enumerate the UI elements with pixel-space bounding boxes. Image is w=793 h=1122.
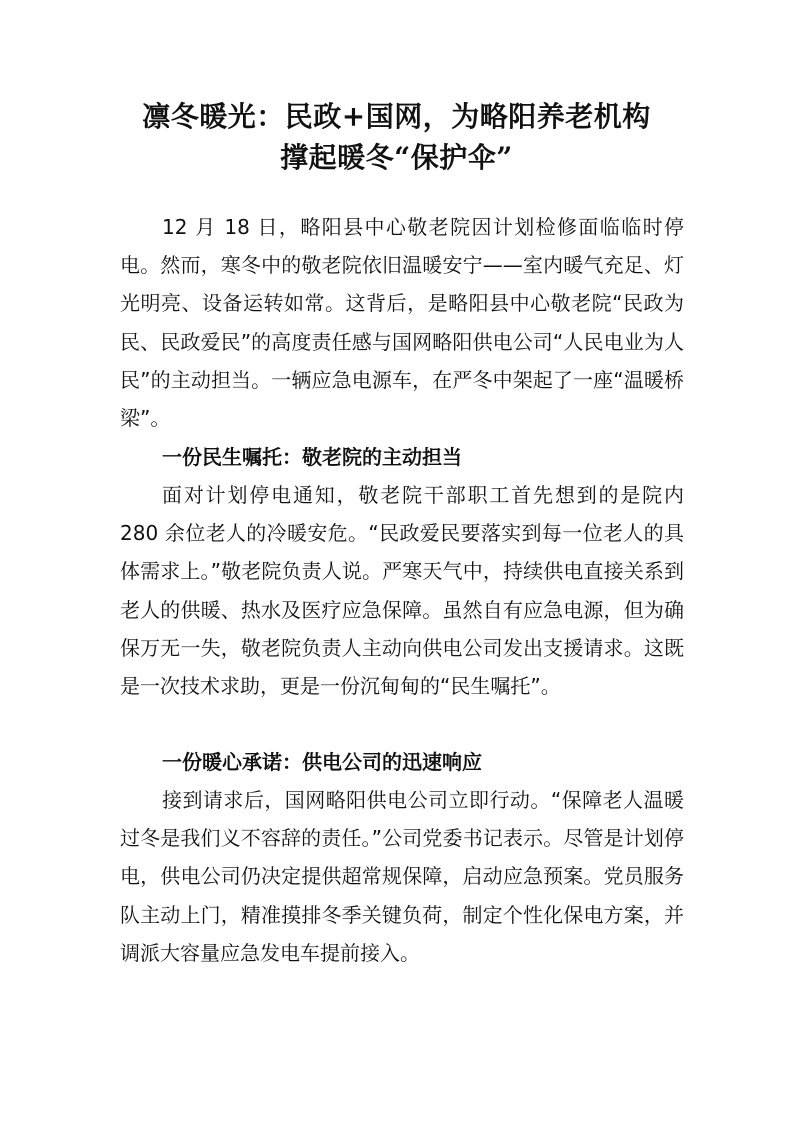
section-heading-1: 一份民生嘱托：敬老院的主动担当	[162, 445, 462, 469]
paragraph-intro: 12 月 18 日，略阳县中心敬老院因计划检修面临临时停电。然而，寒冬中的敬老院依旧温暖安宁——室内暖气充足、灯光明亮、设备运转如常。这背后，是略阳县中心敬老院“民政为民、民政爱民”的高度责任感与国网略阳供电公司“人民电业为人民”的主动担当。一辆应急电源车，在严冬中架起了一座“温暖桥梁”。	[120, 215, 684, 431]
article-title-line-1: 凛冬暖光：民政+国网，为略阳养老机构	[142, 100, 651, 133]
paragraph-section-2: 接到请求后，国网略阳供电公司立即行动。“保障老人温暖过冬是我们义不容辞的责任。”公司党委书记表示。尽管是计划停电，供电公司仍决定提供超常规保障，启动应急预案。党员服务队主动上门，精准摸排冬季关键负荷，制定个性化保电方案，并调派大容量应急发电车提前接入。	[120, 788, 684, 965]
paragraph-section-1: 面对计划停电通知，敬老院干部职工首先想到的是院内 280 余位老人的冷暖安危。“民政爱民要落实到每一位老人的具体需求上。”敬老院负责人说。严寒天气中，持续供电直接关系到老人的供暖、热水及医疗应急保障。虽然自有应急电源，但为确保万无一失，敬老院负责人主动向供电公司发出支援请求。这既是一次技术求助，更是一份沉甸甸的“民生嘱托”。	[120, 483, 684, 699]
section-heading-2: 一份暖心承诺：供电公司的迅速响应	[162, 750, 482, 774]
article-title-line-2: 撑起暖冬“保护伞”	[280, 141, 513, 174]
